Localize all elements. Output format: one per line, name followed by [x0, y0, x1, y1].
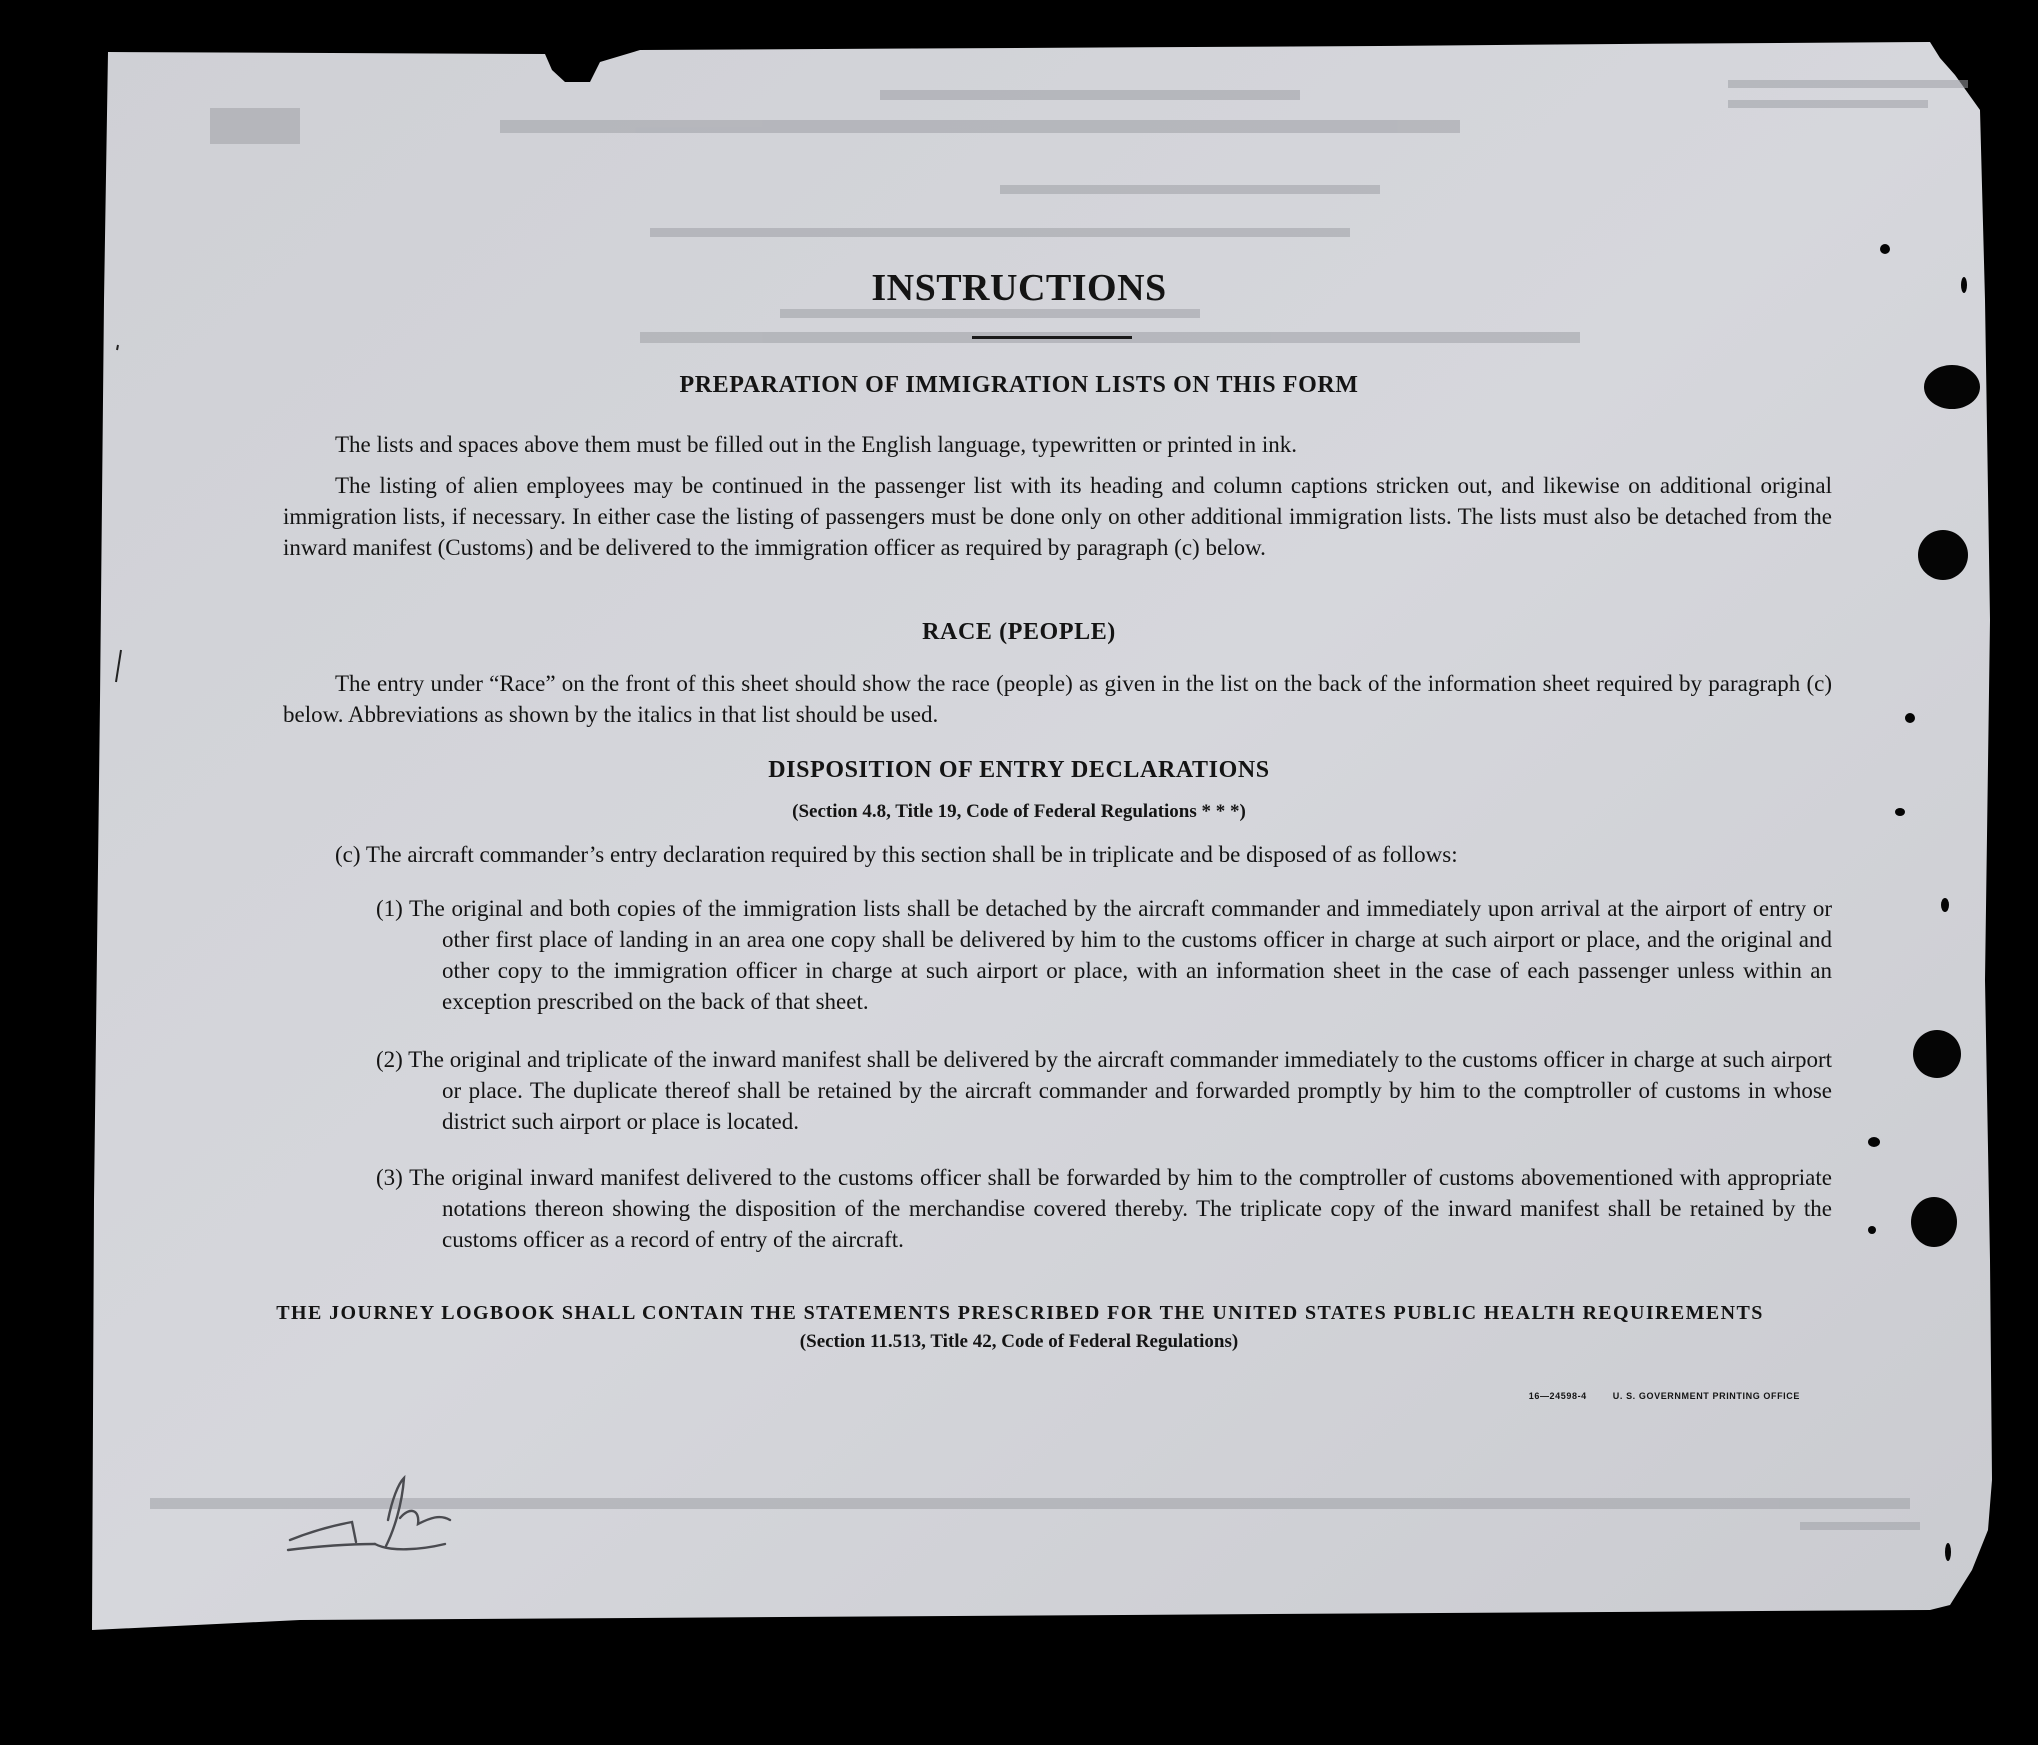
- footer-health-heading: THE JOURNEY LOGBOOK SHALL CONTAIN THE STATEMENTS PRESCRIBED FOR THE UNITED STATES PUBLIC HEALTH REQUIREMENTS: [276, 1302, 1764, 1324]
- citation-section-4-8: (Section 4.8, Title 19, Code of Federal Regulations * * *): [792, 801, 1246, 822]
- paragraph-english-language-text: The lists and spaces above them must be filled out in the English language, typewritten or printed in ink.: [335, 432, 1297, 457]
- section-heading-disposition: DISPOSITION OF ENTRY DECLARATIONS: [768, 757, 1270, 783]
- printer-imprint: [1476, 1391, 1800, 1401]
- section-heading-race: RACE (PEOPLE): [922, 619, 1116, 645]
- list-item-2: (2) The original and triplicate of the inward manifest shall be delivered by the aircraft commander immediately to the customs officer in charge at such airport or place. The duplicate thereof shall be retained by the aircraft commander and forwarded promptly by him to the comptroller of customs in whose district such airport or place is located.: [376, 1047, 1832, 1134]
- paragraph-alien-employees: [283, 470, 1832, 563]
- paragraph-c-intro-text: (c) The aircraft commander’s entry declaration required by this section shall be in triplicate and be disposed of as follows:: [335, 842, 1458, 867]
- form-number: 16—24598-4: [1528, 1391, 1587, 1401]
- printing-office: U. S. GOVERNMENT PRINTING OFFICE: [1612, 1391, 1800, 1401]
- page-title: INSTRUCTIONS: [871, 267, 1167, 309]
- list-item-3: (3) The original inward manifest delivered to the customs officer shall be forwarded by him to the comptroller of customs abovementioned with appropriate notations thereon showing the disposition of the merchandise covered thereby. The triplicate copy of the inward manifest shall be retained by the customs officer as a record of entry of the aircraft.: [376, 1165, 1832, 1252]
- list-item-1: (1) The original and both copies of the immigration lists shall be detached by the aircraft commander and immediately upon arrival at the airport of entry or other first place of landing in an area one copy shall be delivered by him to the customs officer in charge at such airport or place, and the original and other copy to the immigration officer in charge at such airport or place, with an information sheet in the case of each passenger unless within an exception prescribed on the back of that sheet.: [376, 896, 1832, 1014]
- paragraph-race-entry: [283, 668, 1832, 730]
- paragraph-c-intro: [283, 839, 1832, 870]
- paragraph-english-language: [283, 429, 1832, 460]
- paragraph-race-entry-text: The entry under “Race” on the front of this sheet should show the race (people) as given in the list on the back of the information sheet required by paragraph (c) below. Abbreviations as shown by the italics in that list should be used.: [283, 671, 1832, 727]
- paragraph-alien-employees-text: The listing of alien employees may be continued in the passenger list with its heading and column captions stricken out, and likewise on additional original immigration lists, if necessary. In either case the listing of passengers must be done only on other additional immigration lists. The lists must also be detached from the inward manifest (Customs) and be delivered to the immigration officer as required by paragraph (c) below.: [283, 473, 1832, 560]
- footer-citation: (Section 11.513, Title 42, Code of Federal Regulations): [799, 1331, 1239, 1352]
- section-heading-preparation: PREPARATION OF IMMIGRATION LISTS ON THIS FORM: [679, 372, 1359, 398]
- title-underline: [972, 336, 1132, 339]
